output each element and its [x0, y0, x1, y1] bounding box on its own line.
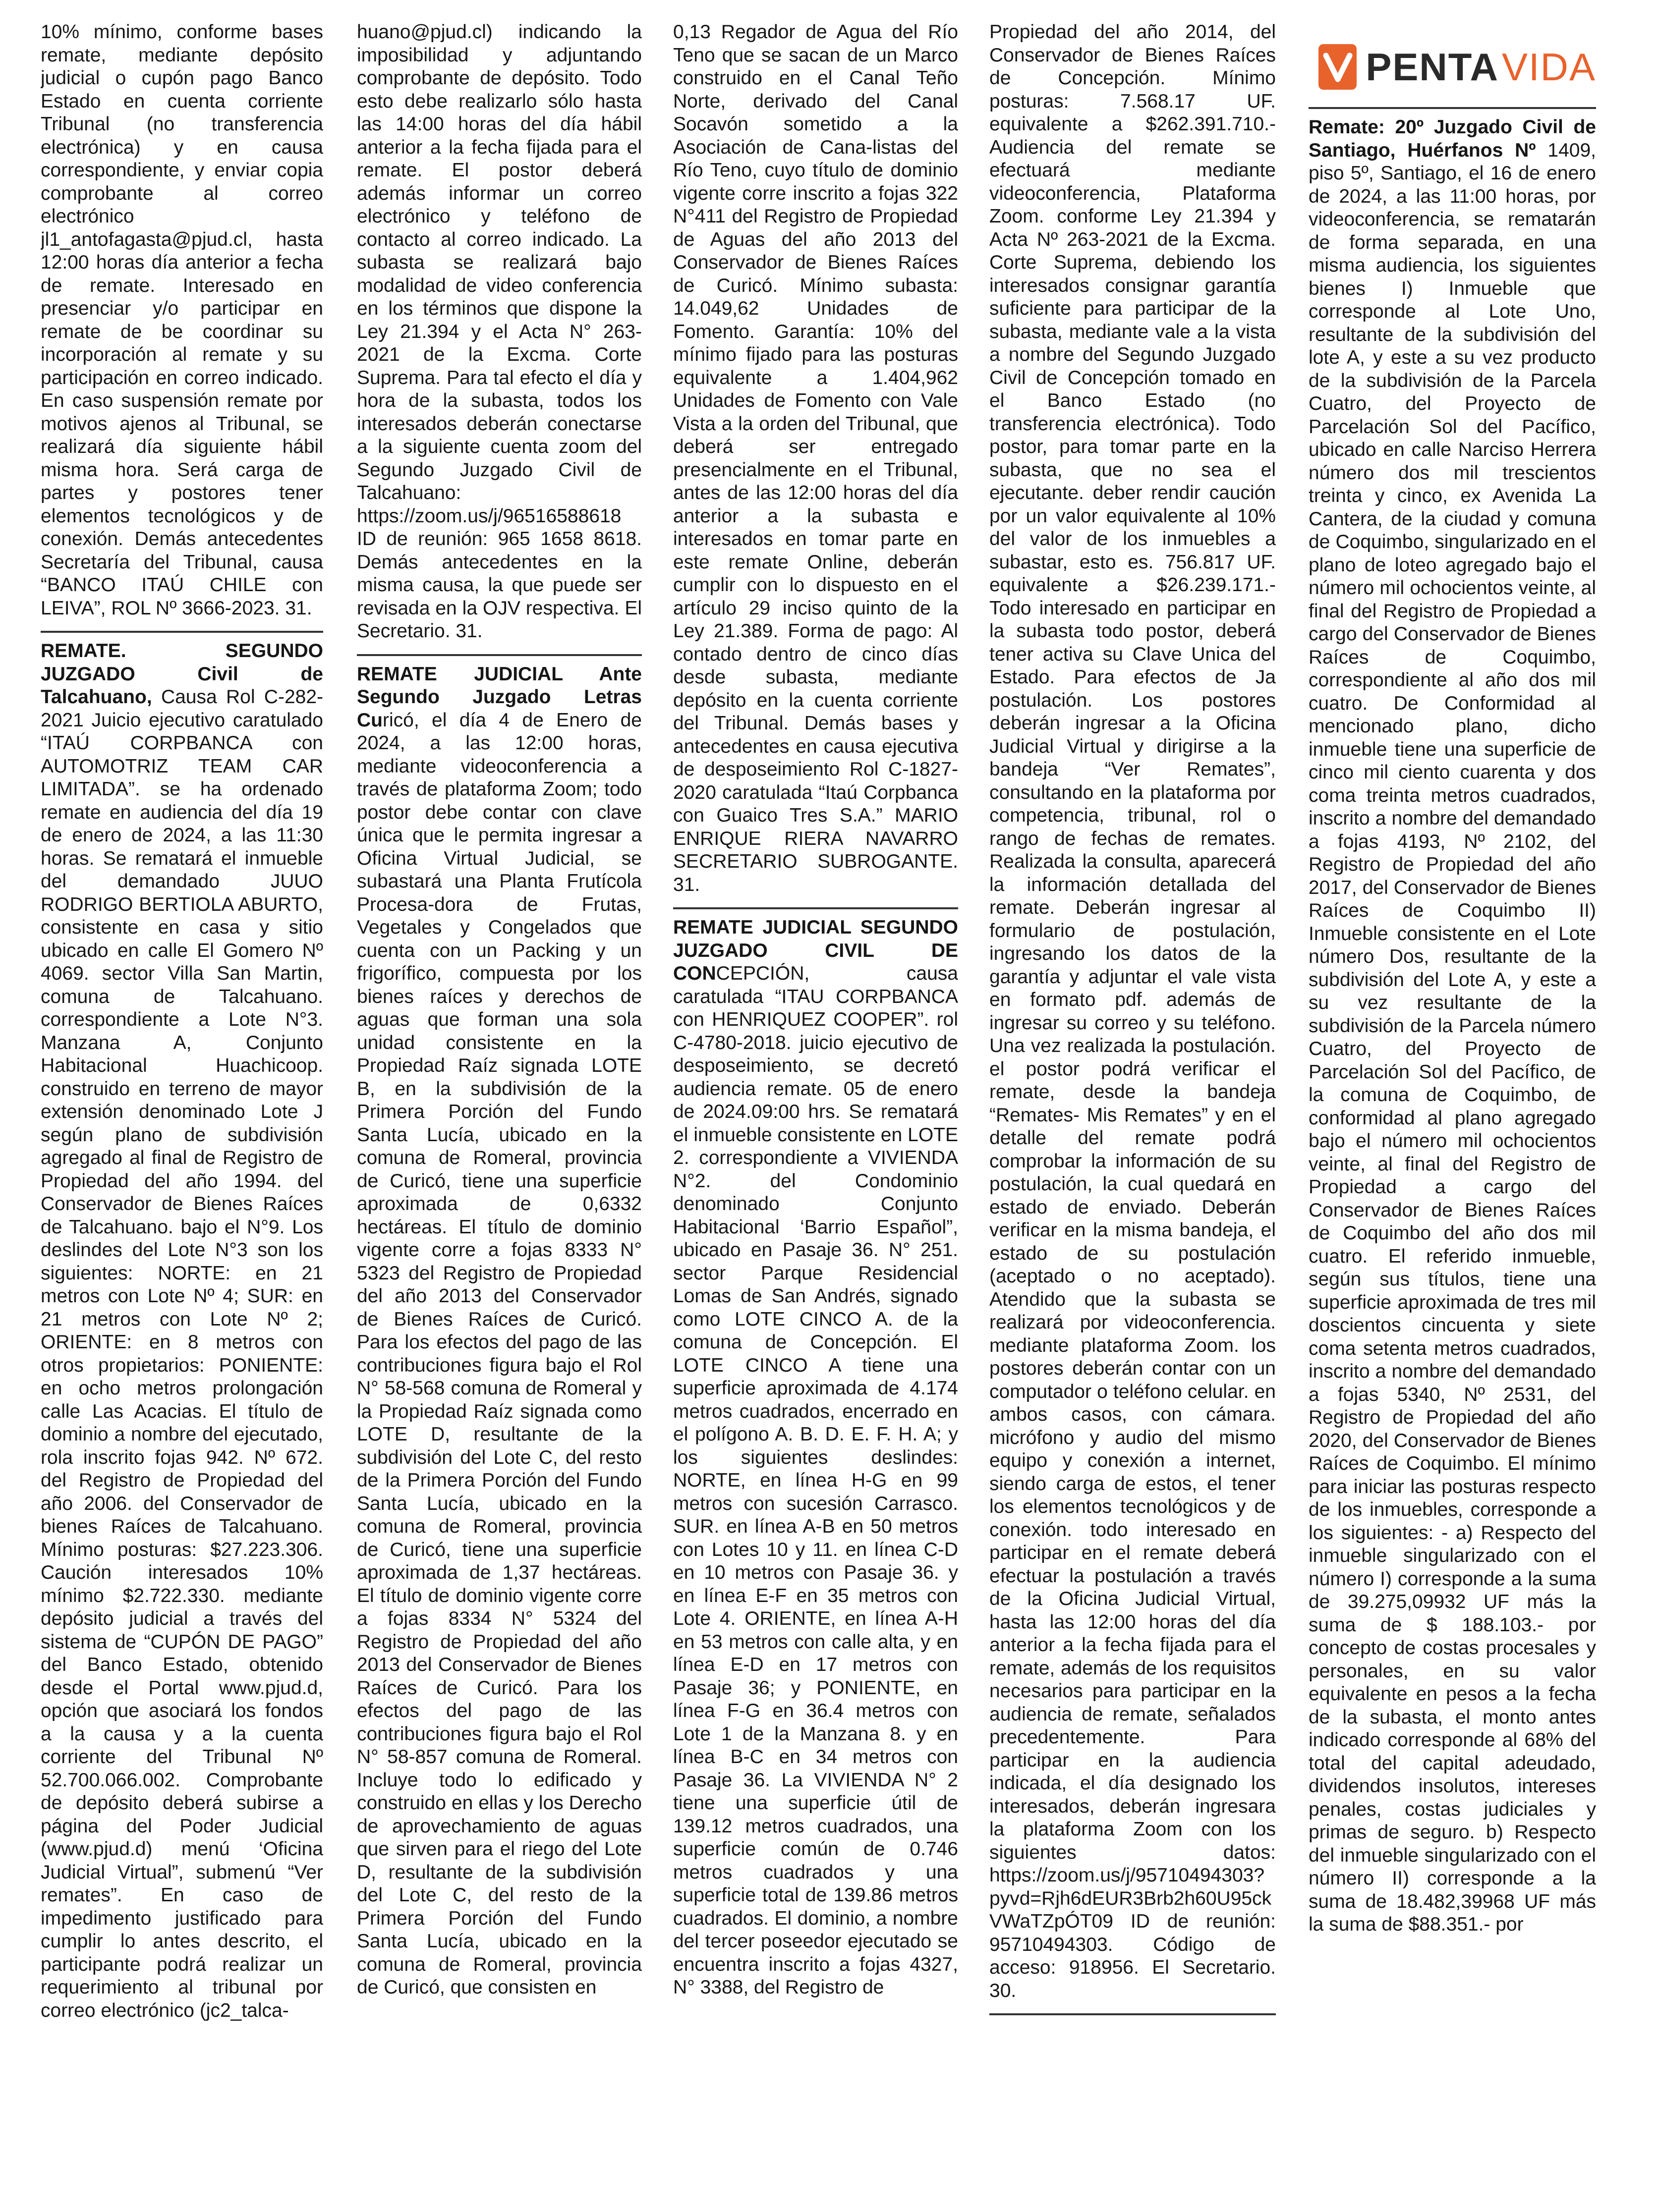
notice-heading: REMATE JUDICIAL SEGUNDO JUZGADO CIVIL DE CON: [673, 917, 958, 984]
logo-wordmark: [1366, 45, 1596, 89]
divider: [41, 631, 323, 633]
notice-heading: REMATE JUDICIAL Ante Segundo Juzgado Letras Cu: [357, 663, 642, 731]
divider: [989, 2013, 1276, 2015]
notice-continuation: huano@pjud.cl) indicando la imposibilidad y adjuntando comprobante de depósito. Todo esto debe realizarlo sólo hasta las 14:00 horas del día hábil anterior a la fecha fijada para el remate. El postor deberá además informar un correo electrónico y teléfono de contacto al correo indicado. La subasta se realizará bajo modalidad de video conferencia en los términos que dispone la Ley 21.394 y el Acta N° 263-2021 de la Excma. Corte Suprema. Para tal efecto el día y hora de la subasta, todos los interesados deberán conectarse a la siguiente cuenta zoom del Segundo Juzgado Civil de Talcahuano: https://zoom.us/j/96516588618 ID de reunión: 965 1658 8618. Demás antecedentes en la misma causa, la que puede ser revisada en la OJV respectiva. El Secretario. 31.: [357, 21, 642, 642]
notice: [673, 916, 958, 1999]
divider: [1309, 107, 1596, 109]
notice-body: 1409, piso 5º, Santiago, el 16 de enero de 2024, a las 11:00 horas, por videoconferencia, se rematarán de forma separada, en una misma audiencia, los siguientes bienes I) Inmueble que corresponde al Lote Uno, resultante de la subdivisión del lote A, y este a su vez producto de la subdivisión de la Parcela Cuatro, del Proyecto de Parcelación Sol del Pacífico, ubicado en calle Narciso Herrera número dos mil trescientos treinta y cinco, ex Avenida La Cantera, de la ciudad y comuna de Coquimbo, singularizado en el plano de loteo agregado bajo el número mil ochocientos veinte, al final del Registro de Propiedad a cargo del Conservador de Bienes Raíces de Coquimbo, correspondiente al año dos mil cuatro. De Conformidad al mencionado plano, dicho inmueble tiene una superficie de cinco mil ciento cuarenta y dos coma treinta metros cuadrados, inscrito a nombre del demandado a fojas 4193, Nº 2102, del Registro de Propiedad del año 2017, del Conservador de Bienes Raíces de Coquimbo II) Inmueble consistente en el Lote número Dos, resultante de la subdivisión del Lote A, y este a su vez resultante de la subdivisión de la Parcela número Cuatro, del Proyecto de Parcelación Sol del Pacífico, de la comuna de Coquimbo, de conformidad al plano agregado bajo el número mil ochocientos veinte, al final del Registro de Propiedad a cargo del Conservador de Bienes Raíces de Coquimbo del año dos mil cuatro. El referido inmueble, según sus títulos, tiene una superficie aproximada de tres mil doscientos cincuenta y siete coma setenta metros cuadrados, inscrito a nombre del demandado a fojas 5340, Nº 2531, del Registro de Propiedad del año 2020, del Conservador de Bienes Raíces de Coquimbo. El mínimo para iniciar las posturas respecto de los inmuebles, corresponde a los siguientes: - a) Respecto del inmueble singularizado con el número I) corresponde a la suma de 39.275,09932 UF más la suma de $ 188.103.- por concepto de costas procesales y personales, en su valor equivalente en pesos a la fecha de la subasta, el monto antes indicado corresponde al 68% del total del capital adeudado, dividendos insolutos, intereses penales, costas judiciales y primas de seguro. b) Respecto del inmueble singularizado con el número II) corresponde a la suma de 18.482,39968 UF más la suma de $88.351.- por: [1309, 139, 1596, 1935]
notice-continuation: 0,13 Regador de Agua del Río Teno que se sacan de un Marco construido en el Canal Teño Norte, derivado del Canal Socavón sometido a la Asociación de Cana-listas del Río Teno, cuyo título de dominio vigente corre inscrito a fojas 322 N°411 del Registro de Propiedad de Aguas del año 2013 del Conservador de Bienes Raíces de Curicó. Mínimo subasta: 14.049,62 Unidades de Fomento. Garantía: 10% del mínimo fijado para las posturas equivalente a 1.404,962 Unidades de Fomento con Vale Vista a la orden del Tribunal, que deberá ser entregado presencialmente en el Tribunal, antes de las 12:00 horas del día anterior a la subasta e interesados en tomar parte en este remate Online, deberán cumplir con lo dispuesto en el artículo 29 inciso quinto de la Ley 21.389. Forma de pago: Al contado dentro de cinco días desde subasta, mediante depósito en la cuenta corriente del Tribunal. Demás bases y antecedentes en causa ejecutiva de desposeimiento Rol C-1827-2020 caratulada “Itaú Corpbanca con Guaico Tres S.A.” MARIO ENRIQUE RIERA NAVARRO SECRETARIO SUBROGANTE. 31.: [673, 21, 958, 895]
notice-body: CEPCIÓN, causa caratulada “ITAU CORPBANCA con HENRIQUEZ COOPER”. rol C-4780-2018. juicio ejecutivo de desposeimiento, se decretó audiencia remate. 05 de enero de 2024.09:00 hrs. Se rematará el inmueble consistente en LOTE 2. correspondiente a VIVIENDA N°2. del Condominio denominado Conjunto Habitacional ‘Barrio Español”, ubicado en Pasaje 36. N° 251. sector Parque Residencial Lomas de San Andrés, signado como LOTE CINCO A. de la comuna de Concepción. El LOTE CINCO A tiene una superficie aproximada de 4.174 metros cuadrados, encerrado en el polígono A. B. D. E. F. H. A; y los siguientes deslindes: NORTE, en línea H-G en 99 metros con sucesión Carrasco. SUR. en línea A-B en 50 metros con Lotes 10 y 11. en línea C-D en 10 metros con Pasaje 36. y en línea E-F en 35 metros con Lote 4. ORIENTE, en línea A-H en 53 metros con calle alta, y en línea E-D en 17 metros con Pasaje 36; y PONIENTE, en línea F-G en 36.4 metros con Lote 1 de la Manzana 8. y en línea B-C en 34 metros con Pasaje 36. La VIVIENDA N° 2 tiene una superficie útil de 139.12 metros cuadrados, una superficie común de 0.746 metros cuadrados y una superficie total de 139.86 metros cuadrados. El dominio, a nombre del tercer poseedor ejecutado se encuentra inscrito a fojas 4327, N° 3388, del Registro de: [673, 963, 958, 1998]
column-3: [673, 21, 958, 2199]
pentavida-v-icon: [1318, 44, 1357, 90]
divider: [357, 654, 642, 656]
column-1: [41, 21, 323, 2199]
notice: [41, 640, 323, 2022]
notice-heading: Remate: 20º Juzgado Civil de Santiago, Huérfanos Nº: [1309, 116, 1596, 161]
column-4: [989, 21, 1276, 2199]
notice-body: Causa Rol C-282-2021 Juicio ejecutivo caratulado “ITAÚ CORPBANCA con AUTOMOTRIZ TEAM CAR LIMITADA”. se ha ordenado remate en audiencia del día 19 de enero de 2024, a las 11:30 horas. Se rematará el inmueble del demandado JUUO RODRIGO BERTIOLA ABURTO, consistente en casa y sitio ubicado en calle El Gomero Nº 4069. sector Villa San Martin, comuna de Talcahuano. correspondiente a Lote N°3. Manzana A, Conjunto Habitacional Huachicoop. construido en terreno de mayor extensión denominado Lote J según plano de subdivisión agregado al final de Registro de Propiedad del año 1994. del Conservador de Bienes Raíces de Talcahuano. bajo el N°9. Los deslindes del Lote N°3 son los siguientes: NORTE: en 21 metros con Lote Nº 4; SUR: en 21 metros con Lote Nº 2; ORIENTE: en 8 metros con otros propietarios: PONIENTE: en ocho metros prolongación calle Las Acacias. El título de dominio a nombre del ejecutado, rola inscrito fojas 942. Nº 672. del Registro de Propiedad del año 2006. del Conservador de bienes Raíces de Talcahuano. Mínimo posturas: $27.223.306. Caución interesados 10% mínimo $2.722.330. mediante depósito judicial a través del sistema de “CUPÓN DE PAGO” del Banco Estado, obtenido desde el Portal www.pjud.d, opción que asociará los fondos a la causa y a la cuenta corriente del Tribunal Nº 52.700.066.002. Comprobante de depósito deberá subirse a página del Poder Judicial (www.pjud.d) menú ‘Oficina Judicial Virtual”, submenú “Ver remates”. En caso de impedimento justificado para cumplir lo antes descrito, el participante podrá realizar un requerimiento al tribunal por correo electrónico (jc2_talca-: [41, 686, 323, 2021]
logo-vida: VIDA: [1501, 45, 1596, 89]
column-2: [357, 21, 642, 2199]
notice: [357, 663, 642, 1999]
column-5: [1309, 30, 1596, 2208]
notice-body: ricó, el día 4 de Enero de 2024, a las 12:00 horas, mediante videoconferencia a través de plataforma Zoom; todo postor debe contar con clave única que le permita ingresar a Oficina Virtual Judicial, se subastará una Planta Frutícola Procesa-dora de Frutas, Vegetales y Congelados que cuenta con un Packing y un frigorífico, compuesta por los bienes raíces y derechos de aguas que forman una sola unidad consistente en la Propiedad Raíz signada LOTE B, en la subdivisión de la Primera Porción del Fundo Santa Lucía, ubicado en la comuna de Romeral, provincia de Curicó, tiene una superficie aproximada de 0,6332 hectáreas. El título de dominio vigente corre a fojas 8333 N° 5323 del Registro de Propiedad del año 2013 del Conservador de Bienes Raíces de Curicó. Para los efectos del pago de las contribuciones figura bajo el Rol N° 58-568 comuna de Romeral y la Propiedad Raíz signada como LOTE D, resultante de la subdivisión del Lote C, del resto de la Primera Porción del Fundo Santa Lucía, ubicado en la comuna de Romeral, provincia de Curicó, tiene una superficie aproximada de 1,37 hectáreas. El título de dominio vigente corre a fojas 8334 N° 5324 del Registro de Propiedad del año 2013 del Conservador de Bienes Raíces de Curicó. Para los efectos del pago de las contribuciones figura bajo el Rol N° 58-857 comuna de Romeral. Incluye todo lo edificado y construido en ellas y los Derecho de aprovechamiento de aguas que sirven para el riego del Lote D, resultante de la subdivisión del Lote C, del resto de la Primera Porción del Fundo Santa Lucía, ubicado en la comuna de Romeral, provincia de Curicó, que consisten en: [357, 709, 642, 1998]
divider: [673, 907, 958, 909]
notice-heading: REMATE. SEGUNDO JUZGADO Civil de Talcahuano,: [41, 640, 323, 708]
notice: [1309, 116, 1596, 1936]
logo-penta: PENTA: [1366, 45, 1499, 89]
notice-continuation: Propiedad del año 2014, del Conservador de Bienes Raíces de Concepción. Mínimo posturas: 7.568.17 UF. equivalente a $262.391.710.- Audiencia del remate se efectuará mediante videoconferencia, Plataforma Zoom. conforme Ley 21.394 y Acta Nº 263-2021 de la Excma. Corte Suprema, debiendo los interesados consignar garantía suficiente para participar de la subasta, mediante vale a la vista a nombre del Segundo Juzgado Civil de Concepción tomado en el Banco Estado (no transferencia electrónica). Todo postor, para tomar parte en la subasta, que no sea el ejecutante. deber rendir caución por un valor equivalente al 10% del valor de los inmuebles a subastar, esto es. 756.817 UF. equivalente a $26.239.171.- Todo interesado en participar en la subasta todo postor, deberá tener activa su Clave Unica del Estado. Para efectos de Ja postulación. Los postores deberán ingresar a la Oficina Judicial Virtual y dirigirse a la bandeja “Ver Remates”, consultando en la plataforma por competencia, tribunal, rol o rango de fechas de remates. Realizada la consulta, aparecerá la información detallada del remate. Deberán ingresar al formulario de postulación, ingresando los datos de la garantía y adjuntar el vale vista en formato pdf. además de ingresar su correo y su teléfono. Una vez realizada la postulación. el postor podrá verificar el remate, desde la bandeja “Remates- Mis Remates” y en el detalle del remate podrá comprobar la información de su postulación, la cual quedará en estado de enviado. Deberán verificar en la misma bandeja, el estado de su postulación (aceptado o no aceptado). Atendido que la subasta se realizará por videoconferencia. mediante plataforma Zoom. los postores deberán contar con un computador o teléfono celular. en ambos casos, con cámara. micrófono y audio del mismo equipo y conexión a internet, siendo carga de estos, el tener los elementos tecnológicos y de conexión. todo interesado en participar en el remate deberá efectuar la postulación a través de la Oficina Judicial Virtual, hasta las 12:00 horas del día anterior a la fecha fijada para el remate, además de los requisitos necesarios para participar en la audiencia de remate, señalados precedentemente. Para participar en la audiencia indicada, el día designado los interesados, deberán ingresara la plataforma Zoom con los siguientes datos: https://zoom.us/j/95710494303?pyvd=Rjh6dEUR3Brb2h60U95ckVWaTZpÓT09 ID de reunión: 95710494303. Código de acceso: 918956. El Secretario. 30.: [989, 21, 1276, 2001]
notice-continuation: 10% mínimo, conforme bases remate, mediante depósito judicial o cupón pago Banco Estado en cuenta corriente Tribunal (no transferencia electrónica) y en causa correspondiente, y enviar copia comprobante al correo electrónico jl1_antofagasta@pjud.cl, hasta 12:00 horas día anterior a fecha de remate. Interesado en presenciar y/o participar en remate de be coordinar su incorporación al remate y su participación en correo indicado. En caso suspensión remate por motivos ajenos al Tribunal, se realizará día siguiente hábil misma hora. Será carga de partes y postores tener elementos tecnológicos y de conexión. Demás antecedentes Secretaría del Tribunal, causa “BANCO ITAÚ CHILE con LEIVA”, ROL Nº 3666-2023. 31.: [41, 21, 323, 619]
pentavida-logo: [1309, 30, 1596, 104]
